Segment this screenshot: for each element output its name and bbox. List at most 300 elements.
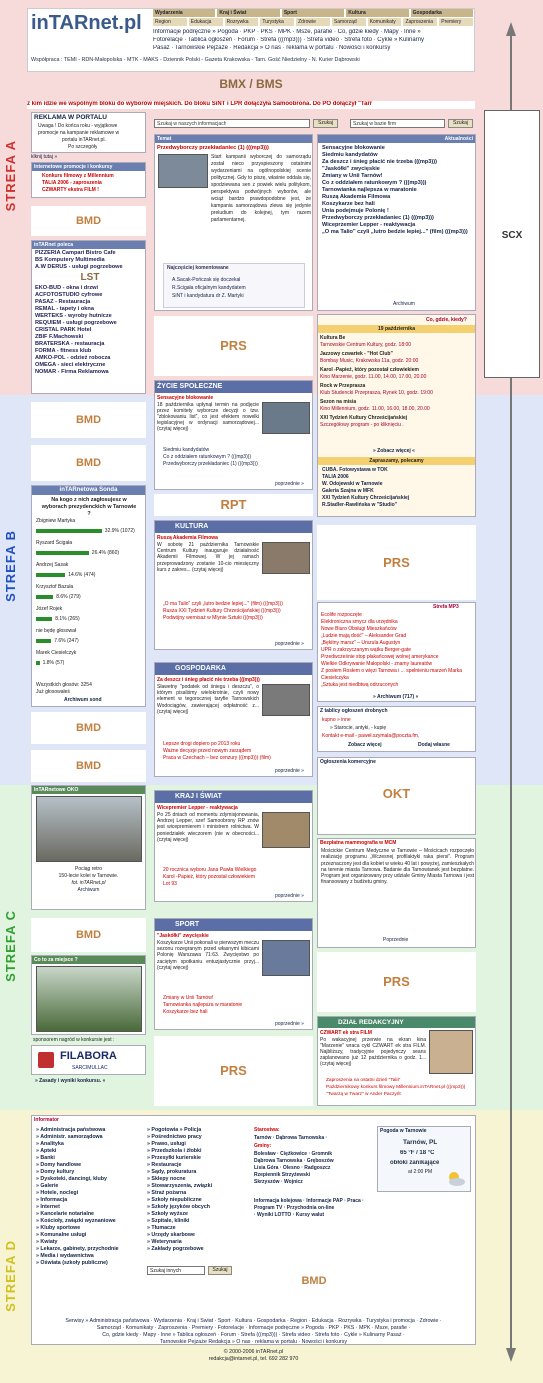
komentowane-item[interactable]: R.Ścigała oficjalnym kandydatem: [172, 285, 246, 291]
zaprasz-item[interactable]: XXI Tydzień Kultury Chrześcijańskiej: [322, 495, 410, 501]
events-list: [320, 335, 474, 429]
poll-option-name: Józef Rojek: [36, 606, 63, 612]
informator-search-value: Szukaj innych: [150, 1268, 181, 1274]
filabora-logo[interactable]: [31, 1045, 146, 1075]
promo-title: Internetowe promocje i konkursy: [32, 163, 145, 171]
aktualnosci-item[interactable]: Koszykarze bez hali: [322, 201, 375, 207]
nav-gospodarka[interactable]: Gospodarka: [411, 9, 473, 17]
poleca-item[interactable]: ZBIF F.Machowski: [35, 334, 84, 340]
poleca-item[interactable]: CRISTAL PARK Hotel: [35, 327, 92, 333]
pogoda-desc: obłoki zanikające: [390, 1160, 440, 1166]
poll-bar: [36, 551, 89, 555]
poll-option-name: Andrzej Sasak: [36, 562, 69, 568]
poll-option-value: 32.9% (1072): [104, 528, 135, 534]
zaprasz-item[interactable]: Galeria Szajna w MFK: [322, 488, 374, 494]
partners-line[interactable]: Współpraca : TEMI - RDN-Małopolska - MTK - MAKS - Dziennik Polski - Gazeta Krakowska - Tarn. Gość Niedzielny - N. Kurier Dąbrowski: [31, 57, 360, 63]
zaprasz-item[interactable]: CUBA. Fotowystawa w TOK: [322, 467, 388, 473]
event-name[interactable]: Karol -Papież, który pozostał człowiekiem: [320, 367, 419, 373]
poll-option-value: 7.6% (247): [54, 638, 79, 644]
scx-ad-slot: [484, 110, 540, 378]
mp3-item[interactable]: Ecolife rozpoczęte: [321, 612, 362, 618]
informator-item[interactable]: » Banki: [36, 1155, 55, 1161]
event-place: Klub Studencki Przeprasza, Rynek 10, godz. 19:00: [320, 390, 433, 396]
zaprasz-item[interactable]: TALIA 2006: [322, 474, 349, 480]
informator-search-input[interactable]: [147, 1266, 205, 1275]
kultura-link[interactable]: Podwójny wernisaż w Mlynie Sztuki (((mp3))): [163, 615, 263, 621]
pogoda-time: at 2:00 PM: [408, 1169, 433, 1175]
sport-more[interactable]: poprzednie »: [275, 1021, 304, 1027]
sport-photo[interactable]: [262, 940, 310, 976]
informator-item[interactable]: » Kluby sportowe: [36, 1225, 81, 1231]
reklama-text-4[interactable]: Po szczegóły: [68, 144, 98, 150]
informator-col2: [147, 1127, 247, 1253]
gminy-item[interactable]: Rzepiennik Strzyżewski: [254, 1172, 311, 1178]
temat-header: Temat: [155, 135, 312, 143]
informator-item[interactable]: » Kwiaty: [36, 1239, 58, 1245]
promo-item-1[interactable]: Konkurs filmowy z Millennium: [42, 173, 114, 179]
nav-komunikaty[interactable]: Komunikaty: [368, 18, 402, 26]
nav-kraj-swiat[interactable]: Kraj i Świat: [217, 9, 279, 17]
nav-turystyka[interactable]: Turystyka: [260, 18, 294, 26]
mp3-item[interactable]: „Bękitny marsz" – Urszula Augustyn: [321, 640, 401, 646]
poll-option-value: 8.6% (279): [56, 594, 81, 600]
informator-item[interactable]: » Szkoły niepubliczne: [147, 1197, 202, 1203]
aktualnosci-item[interactable]: "Jaskółki" zwycięskie: [322, 166, 380, 172]
informator-item[interactable]: » Internet: [36, 1204, 60, 1210]
informator-item[interactable]: » Lekarze, gabinety, przychodnie: [36, 1246, 119, 1252]
nav-row-1: [153, 9, 473, 17]
strefa-b-label: STREFA B: [3, 530, 18, 602]
informator-item[interactable]: » Oświata (szkoły publiczne): [36, 1260, 108, 1266]
zycie-header: ŻYCIE SPOŁECZNE: [155, 381, 312, 393]
informator-item[interactable]: » Dyskoteki, dancingi, kluby: [36, 1176, 107, 1182]
poleca-title: inTARnet poleca: [32, 241, 145, 249]
temat-photo[interactable]: [158, 154, 208, 188]
informator-search-button[interactable]: Szukaj: [208, 1266, 232, 1275]
zaprasz-item[interactable]: R.Stadler-Rawlińska w "Studio": [322, 502, 398, 508]
dzial-link[interactable]: Październikowy konkurs filmowy Millennium.inTARnet.pl (((mp3))): [326, 1085, 466, 1090]
najczesciej-title: Najczęściej komentowane: [167, 265, 229, 271]
nav-region[interactable]: Region: [153, 18, 187, 26]
gospodarka-more[interactable]: poprzednie »: [275, 768, 304, 774]
sonda-question: Na kogo z nich zagłosujesz w wyborach prezydenckich w Tarnowie ?: [41, 497, 137, 517]
zaprasz-item[interactable]: W. Odojewski w Tarnowie: [322, 481, 383, 487]
poll-option-name: Ryszard Ścigała: [36, 540, 73, 546]
miejsce-link[interactable]: » Zasady i wyniki konkursu. «: [35, 1078, 106, 1084]
dzial-links: [326, 1077, 474, 1098]
aktualnosci-item[interactable]: „O ma Talio" czyli „lutro bedzie lepiej..." (film) (((mp3))): [322, 229, 468, 235]
sport-header: SPORT: [155, 919, 312, 931]
poll-option-value: 14.6% (474): [68, 572, 96, 578]
site-search-placeholder: Szukaj w naszych informacjach: [157, 121, 227, 127]
poleca-item[interactable]: A.W DERUS - usługi pogrzebowe: [35, 264, 123, 270]
najczesciej-box: [163, 263, 305, 308]
event-place: Kino Millennium, godz. 11.00, 16.00, 18.00, 20.00: [320, 406, 430, 412]
informator-item[interactable]: » Szpitale, kliniki: [147, 1218, 190, 1224]
kultura-photo[interactable]: [262, 542, 310, 574]
nav-samorzad[interactable]: Samorząd: [332, 18, 366, 26]
header-links-2[interactable]: Fotorelacje · Tablica ogłoszeń · Forum · Strefa (((mp3))) · Strefa video · Strefa foto · Cykle » Kulinarny: [153, 37, 424, 43]
poleca-item[interactable]: BRATERSKA - restauracja: [35, 341, 105, 347]
poll-bar: [36, 661, 40, 665]
kraj-photo[interactable]: [262, 812, 310, 848]
sport-title[interactable]: "Jaskółki" zwycięskie: [157, 933, 209, 939]
gospodarka-link[interactable]: Ważne decyzje przed nowym zarządem: [163, 748, 252, 754]
kraj-more[interactable]: poprzednie »: [275, 893, 304, 899]
poleca-box: [31, 240, 146, 394]
bmd-label-b4: BMD: [31, 750, 146, 782]
temat-title[interactable]: Przedwyborczy przekładaniec (1) (((mp3))): [157, 145, 269, 151]
site-search-button[interactable]: Szukaj: [313, 119, 338, 128]
informator-item[interactable]: » Przesyłki kurierskie: [147, 1155, 201, 1161]
informator-item[interactable]: » Kościoły, związki wyznaniowe: [36, 1218, 116, 1224]
sonda-done: Już głosowałeś: [36, 689, 70, 695]
poleca-item[interactable]: OMEGA - sieci elektryczne: [35, 362, 106, 368]
sport-link[interactable]: Tarnowianka najlepsza w maratonie: [163, 1002, 243, 1008]
komercyjne-box: [317, 757, 476, 835]
poleca-item[interactable]: REMAL - tapety i okna: [35, 306, 94, 312]
lst-label: LST: [80, 272, 100, 283]
strefa-d-label: STREFA D: [3, 1240, 18, 1312]
zycie-link[interactable]: Co z oddziałem ratunkowym ? (((mp3))): [163, 454, 252, 460]
informator-item[interactable]: » Sądy, prokuratura: [147, 1169, 197, 1175]
bmx-banner-label: BMX / BMS: [219, 77, 283, 91]
mp3-item[interactable]: Nowe Biuro Obsługi Mieszkańców: [321, 626, 397, 632]
aktualnosci-item[interactable]: Ruszą Akademia Filmowa: [322, 194, 391, 200]
informator-item[interactable]: » Zakłady pogrzebowe: [147, 1246, 204, 1252]
informator-item[interactable]: » Analityka: [36, 1141, 64, 1147]
aktualnosci-item[interactable]: Sensacyjne blokowanie: [322, 145, 385, 151]
miejsce-sponsor: sponsorem nagród w konkursie jest :: [33, 1037, 115, 1043]
informator-item[interactable]: » Media i wydawnictwa: [36, 1253, 94, 1259]
gminy-item[interactable]: Dąbrowa Tarnowska · Gręboszów: [254, 1158, 334, 1164]
oko-caption: [32, 866, 145, 894]
informator-item[interactable]: » Galerie: [36, 1183, 59, 1189]
informator-item[interactable]: » Szkoły wyższe: [147, 1211, 188, 1217]
informator-item[interactable]: » Administracja państwowa: [36, 1127, 106, 1133]
footer-copy: © 2000-2006 inTARnet.pl: [223, 1349, 284, 1355]
nav-wydarzenia[interactable]: Wydarzenia: [153, 9, 215, 17]
gospodarka-box: [154, 662, 313, 777]
informator-item[interactable]: » Sklepy nocne: [147, 1176, 186, 1182]
mp3-item[interactable]: „Ludzie mają dość" – Aleksander Grad: [321, 633, 407, 639]
informator-title: Informator: [34, 1117, 59, 1123]
mp3-archive[interactable]: » Archiwum (717) «: [373, 694, 419, 700]
reklama-title: REKLAMA W PORTALU: [34, 114, 107, 121]
mp3-item[interactable]: Elektroniczna smycz dla urzędnika: [321, 619, 398, 625]
kultura-body: W sobotę 21 października Tarnowskie Centrum Kultury inauguruje działalność Akademii Filmowej. W jej ramach przeprowadzony zostanie 10-cio miesięczny kurs z zakres... (czytaj więcej): [157, 542, 259, 573]
dzial-link[interactable]: "Twarzą w Twarz" w Ander Paczyńt: [326, 1092, 401, 1097]
mp3-item[interactable]: „Sztuka jest niedbtwą odrzuconych: [321, 682, 399, 688]
informator-item[interactable]: » Komunalne usługi: [36, 1232, 87, 1238]
informator-item[interactable]: » Domy kultury: [36, 1169, 75, 1175]
zycie-link[interactable]: Przedwyborczy przekładaniec (1) (((mp3))): [163, 461, 258, 467]
gospodarka-title[interactable]: Za deszcz i śnieg płacić nie trzeba (((mp3))): [157, 677, 260, 683]
nav-zaproszenia[interactable]: Zaproszenia: [403, 18, 437, 26]
oko-caption-line[interactable]: Archiwum: [77, 887, 100, 893]
kultura-link[interactable]: „O ma Talio" czyli „lutro bedzie lepiej..." (film) (((mp3))): [163, 601, 283, 607]
sport-links: [163, 995, 311, 1016]
zycie-more[interactable]: poprzednie »: [275, 481, 304, 487]
kultura-more[interactable]: poprzednie »: [275, 641, 304, 647]
poleca-item[interactable]: REQUIEM - usługi pogrzebowe: [35, 320, 117, 326]
events-more[interactable]: » Zobacz więcej «: [373, 448, 415, 454]
gminy-item[interactable]: Lisia Góra · Olesno · Radgoszcz: [254, 1165, 331, 1171]
event-name[interactable]: Sezon na misia: [320, 399, 357, 405]
ogloszenia-item[interactable]: » Starocie, antyki, - kupię: [330, 725, 387, 731]
ogloszenia-add[interactable]: Dodaj własne: [418, 742, 450, 748]
header-links-1[interactable]: Informacje podręczne » Pogoda · PKP · PKS · MPK · Msze, parafie · Co, gdzie kiedy · Mapy · Inne »: [153, 29, 421, 35]
gminy-list: [254, 1151, 364, 1186]
aktualnosci-item[interactable]: Unia podejmuje Polonię !: [322, 208, 389, 214]
informator-item[interactable]: » Prawo, usługi: [147, 1141, 186, 1147]
gminy-item[interactable]: Skrzyszów · Wojnicz: [254, 1179, 303, 1185]
informator-col1: [36, 1127, 144, 1267]
gospodarka-link[interactable]: Lepsze drogi dopiero po 2013 roku: [163, 741, 241, 747]
zycie-body: 18 października upłynął termin na podjęcie przez komitety wyborcze decyzji o tzw. "zblokowaniu list", co jest efektem nowelki legislacyjnej w ordynacji samorządowej... (czytaj więcej): [157, 402, 259, 432]
prs-label-b: PRS: [317, 525, 476, 600]
informator-item[interactable]: » Stowarzyszenia, związki: [147, 1183, 213, 1189]
sonda-total: Wszystkich głosów: 3254: [36, 682, 92, 688]
mp3-item[interactable]: UPR o zakrzyczanym wątku Berger-gate: [321, 647, 412, 653]
kraj-link[interactable]: Karol -Papież, który pozostał człowiekiem: [163, 874, 255, 880]
events-title[interactable]: Co, gdzie, kiedy?: [426, 317, 467, 323]
footer-links-3[interactable]: Co, gdzie kiedy · Mapy · Inne » Tablica ogłoszeń · Forum · Strefa (((mp3))) · Strefa video · Strefa foto · Cykle » Kulinarny Pasaż ·: [102, 1332, 405, 1338]
mp3-list: [321, 612, 474, 689]
ogloszenia-kontakt[interactable]: Kontakt e-mail - paweł.szymala@poczta.fm,: [322, 733, 420, 739]
gminy-title: Gminy:: [254, 1143, 272, 1149]
nav-premiery[interactable]: Premiery: [439, 18, 473, 26]
gospodarka-header: GOSPODARKA: [155, 663, 312, 675]
reklama-box: [31, 112, 146, 153]
poleca-item[interactable]: PIZZERIA Campari Bistro Cafe: [35, 250, 116, 256]
informator-item[interactable]: » Tłumacze: [147, 1225, 176, 1231]
extra-item[interactable]: Informacja kolejowa · Informacje PAP · Praca ·: [254, 1198, 364, 1204]
poll-option-value: 1.8% (57): [42, 660, 65, 666]
nav-row-2: [153, 18, 473, 26]
bmd-label-d: BMD: [254, 1261, 374, 1301]
kraj-links: [163, 867, 311, 888]
poleca-item[interactable]: ACFOTOSTUDIO cyfrowe: [35, 292, 103, 298]
poll-bar: [36, 595, 53, 599]
news-ticker[interactable]: z kim idzie we wspólnym bloku do wyborów miejskich. Do bloku SiNT i LPR dołączyła Samoobrona. Do PO dołączył "Tarr: [27, 101, 475, 109]
sport-link[interactable]: Koszykarze bez hali: [163, 1009, 208, 1015]
strefa-c-label: STREFA C: [3, 910, 18, 982]
kraj-link[interactable]: 20 rocznica wyboru Jana Pawła Wielkiego: [163, 867, 257, 873]
zaprasz-title: Zapraszamy, polecamy: [318, 457, 475, 465]
mp3-item[interactable]: Z posłem Rosłem o więzi Tarnowa i ... spełnieniu marzeń Marka Ciesielczyka: [321, 668, 463, 681]
strefa-a-label: STREFA A: [3, 140, 18, 212]
dzial-photo[interactable]: [429, 1030, 473, 1074]
informator-item[interactable]: » Kancelarie notarialne: [36, 1211, 94, 1217]
footer-links-4[interactable]: Tarnowskie Pejzaże Redakcja » O nas · reklama w portalu · Nowości i konkursy: [160, 1339, 347, 1345]
pogoda-city: Tarnów, PL: [403, 1139, 438, 1146]
kultura-links: [163, 601, 311, 622]
filabora-brand: FILABORA: [60, 1050, 117, 1062]
informator-item[interactable]: » Pośrednictwo pracy: [147, 1134, 202, 1140]
footer: [31, 1318, 476, 1363]
poleca-item[interactable]: NOMAR - Firma Reklamowa: [35, 369, 109, 375]
gospodarka-photo[interactable]: [262, 684, 310, 716]
aktualnosci-item[interactable]: Zmiany w Unii Tarnów!: [322, 173, 383, 179]
aktualnosci-item[interactable]: Przedwyborczy przekładaniec (1) (((mp3))): [322, 215, 434, 221]
starostwa-title: Starostwa:: [254, 1127, 280, 1133]
events-box: [317, 314, 476, 517]
events-date: 19 października: [318, 325, 475, 333]
mp3-item[interactable]: Wielkie Odkrywanie Małopolski - znamy laureatów: [321, 661, 433, 667]
zaprasz-list: [322, 467, 472, 509]
logo[interactable]: inTARnet.pl: [31, 12, 142, 34]
dzial-header: DZIAŁ REDAKCYJNY: [318, 1017, 475, 1028]
informator-item[interactable]: » Pogotowia » Policja: [147, 1127, 202, 1133]
poll-bar: [36, 529, 102, 533]
gospodarka-link[interactable]: Praca w Czechach – bez cenzury (((mp3))) (film): [163, 755, 271, 761]
informator-item[interactable]: » Administr. samorządowa: [36, 1134, 103, 1140]
nav-kultura[interactable]: Kultura: [346, 9, 408, 17]
gminy-item[interactable]: Bolesław · Ciężkowice · Gromnik: [254, 1151, 333, 1157]
aktualnosci-box: [317, 134, 476, 311]
kraj-link[interactable]: Lot 93: [163, 881, 177, 887]
poleca-item[interactable]: WERTEKS - wyroby hutnicze: [35, 313, 112, 319]
poleca-item[interactable]: FORMA - fitness klub: [35, 348, 92, 354]
informator-item[interactable]: » Apteki: [36, 1148, 57, 1154]
poll-bar: [36, 617, 52, 621]
promo-item-2[interactable]: TALIA 2006 - zaproszenia: [42, 180, 102, 186]
nav-sport[interactable]: Sport: [282, 9, 344, 17]
informator-item[interactable]: » Przedszkola i żłobki: [147, 1148, 202, 1154]
footer-contact[interactable]: redakcja@intarnet.pl, tel. 692 282 970: [208, 1356, 299, 1362]
zycie-links: [163, 447, 311, 468]
site-search-input[interactable]: [154, 119, 310, 128]
poleca-item[interactable]: AMKO-POL - odzież robocza: [35, 355, 111, 361]
kraj-box: [154, 790, 313, 902]
promo-item-3[interactable]: CZWARTY ekstra FILM !: [42, 187, 99, 193]
poll-option-name: Zbigniew Martyka: [36, 518, 76, 524]
miejsce-box: [31, 955, 146, 1035]
promo-box: [31, 162, 146, 198]
poll-option-name: Krzysztof Bazuła: [36, 584, 74, 590]
poleca-list: [35, 250, 145, 376]
mp3-box: [317, 602, 476, 702]
nav-edukacja[interactable]: Edukacja: [189, 18, 223, 26]
poll-option: [36, 562, 144, 584]
mammografia-title[interactable]: Bezpłatna mammografia w MCM: [320, 840, 397, 846]
ogloszenia-more[interactable]: Zobacz więcej: [348, 742, 382, 748]
poleca-item[interactable]: BS Komputery Multimedia: [35, 257, 105, 263]
aktualnosci-item[interactable]: Wiceprzemier Lepper - reaktywacja: [322, 222, 416, 228]
sport-link[interactable]: Zmiany w Unii Tarnów!: [163, 995, 214, 1001]
komentowane-item[interactable]: SiNT i kandydatura dr Z. Martyki: [172, 293, 244, 299]
ogloszenia-kupno[interactable]: kupno » inne: [322, 717, 351, 723]
informator-item[interactable]: » Hotele, noclegi: [36, 1190, 79, 1196]
sonda-box: [31, 485, 146, 707]
informator-item[interactable]: » Informacja: [36, 1197, 68, 1203]
event-name[interactable]: XXI Tydzień Kultury Chrześcijańskiej: [320, 415, 408, 421]
cloud-icon: [446, 1171, 466, 1187]
aktualnosci-item[interactable]: Za deszcz i śnieg płacić nie trzeba (((mp3))): [322, 159, 438, 165]
poleca-item[interactable]: PASAŻ - Restauracja: [35, 299, 91, 305]
firm-search-input[interactable]: [350, 119, 445, 128]
informator-item[interactable]: » Domy handlowe: [36, 1162, 82, 1168]
nav-zdrowie[interactable]: Zdrowie: [296, 18, 330, 26]
sport-box: [154, 918, 313, 1030]
header-links-3[interactable]: Pasaż · Tarnowskie Pejzaże · Redakcja » O nas · reklama w portalu · Nowości i konkursy: [153, 45, 391, 51]
reklama-text-2: promocje na kampanie reklamowe w: [38, 130, 120, 136]
informator-item[interactable]: » Szkoły języków obcych: [147, 1204, 210, 1210]
aktualnosci-item[interactable]: Co z oddziałem ratunkowym ? (((mp3))): [322, 180, 427, 186]
dzial-link[interactable]: Zaproszenia na ostatni dzień "Talii": [326, 1078, 401, 1083]
komentowane-item[interactable]: A.Sacak-Pończak się doczekał: [172, 277, 241, 283]
nav-rozrywka[interactable]: Rozrywka: [225, 18, 259, 26]
aktualnosci-item[interactable]: Siedmiu kandydatów: [322, 152, 378, 158]
dzial-title[interactable]: CZWART ek stra FILM: [320, 1030, 372, 1036]
informator-item[interactable]: » Restauracje: [147, 1162, 182, 1168]
starostwa[interactable]: Tarnów · Dąbrowa Tarnowska ·: [254, 1135, 328, 1141]
oko-photo[interactable]: [36, 796, 142, 862]
miejsce-header: Co to za miejsce ?: [32, 956, 145, 964]
kultura-title[interactable]: Ruszą Akademia Filmowa: [157, 535, 218, 541]
extra-item[interactable]: · Wyniki LOTTO · Kursy walut: [254, 1212, 325, 1218]
footer-links-2[interactable]: Samorząd · Komunikaty · Zaproszenia · Premiery · Fotorelacje · Informacje podręczne » Pogoda · PKP · PKS · MPK · Msze, parafie ·: [96, 1325, 411, 1331]
event-name[interactable]: Kultura Be: [320, 335, 346, 341]
mammografia-box: [317, 838, 476, 948]
okt-label: OKT: [382, 786, 411, 801]
footer-links-1[interactable]: Serwisy » Administracja państwowa · Wydarzenia · Kraj i Świat · Sport · Kultura · Gospodarka · Region · Edukacja · Rozrywka · Turystyka i promocja · Zdrowie ·: [65, 1318, 442, 1324]
prs-label-c2: PRS: [317, 952, 476, 1012]
poll-option: [36, 650, 144, 672]
poll-option-value: 26.4% (860): [91, 550, 120, 556]
informator-item[interactable]: » Weterynaria: [147, 1239, 182, 1245]
dzial-body: Po wakacyjnej przerwie na ekran kina "Marzenie" wraca cykl CZWART ek stra FILM. Najbliższy, tradycyjnie pojedynczy seans zaplanowano już 12 października o godz. 1... (czytaj więcej): [320, 1037, 426, 1067]
komercyjne-header: Ogłoszenia komercyjne: [320, 759, 376, 765]
poleca-item[interactable]: EKO-BUD - okna i drzwi: [35, 285, 99, 291]
bmd-label-a: BMD: [31, 206, 146, 236]
event-place: Tarnowskie Centrum Kultury, godz. 18:00: [320, 342, 412, 348]
mp3-item[interactable]: Przedwcześnie stop płakańcowej wolnej amerykance: [321, 654, 439, 660]
sonda-archive[interactable]: Archiwum sond: [64, 697, 102, 703]
zycie-title[interactable]: Sensacyjne blokowanie: [157, 395, 214, 401]
mammografia-more[interactable]: Poprzednie: [383, 937, 409, 943]
kraj-title[interactable]: Wicepremier Lepper - reaktywacja: [157, 805, 238, 811]
zycie-link[interactable]: Siedmiu kandydatów: [163, 447, 210, 453]
aktualnosci-header: Aktualności: [318, 135, 475, 143]
oko-caption-line: 150-lecie kolei w Tarnowie.: [58, 873, 119, 879]
informator-box: [31, 1115, 476, 1345]
reklama-text-1: Uwaga ! Do końca roku - wyjątkowe: [38, 123, 118, 129]
poll-option-name: nie będę głosował: [36, 628, 77, 634]
kultura-link[interactable]: Rusza XXI Tydzień Kultury Chrześcijańskiej (((mp3))): [163, 608, 281, 614]
aktualnosci-item[interactable]: Tarnowianka najlepsza w maratonie: [322, 187, 417, 193]
extra-item[interactable]: Program TV · Przychodnia on-line: [254, 1205, 335, 1211]
bmd-label-c: BMD: [31, 918, 146, 952]
oko-caption-line: Pociąg retro: [75, 866, 102, 872]
event-name[interactable]: Rock w Przeprasza: [320, 383, 366, 389]
informator-item[interactable]: » Urzędy skarbowe: [147, 1232, 195, 1238]
klik-link[interactable]: klknij tutaj »: [31, 154, 58, 160]
pogoda-header: Pogoda w Tarnowie: [380, 1128, 427, 1134]
poll-option: [36, 628, 144, 650]
sport-body: Koszykarze Unii pokonali w pierwszym meczu sezonu rozegranym przed własnymi kibicami Polonię Warszawa 71:63. Zwycięstwo po zaciętym spotkaniu entuzjastycznie przyj... (czytaj więcej): [157, 940, 259, 971]
aktualnosci-archive[interactable]: Archiwum: [393, 301, 415, 307]
rpt-label: RPT: [154, 494, 313, 516]
zycie-photo[interactable]: [262, 402, 310, 434]
informator-item[interactable]: » Straż pożarna: [147, 1190, 187, 1196]
firm-search-button[interactable]: Szukaj: [448, 119, 473, 128]
scx-label: SCX: [501, 230, 523, 241]
event-name[interactable]: Jazzowy czwartek - "Hot Club": [320, 351, 393, 357]
miejsce-photo[interactable]: [36, 966, 142, 1032]
kraj-body: Po 25 dniach od momentu zdymisjonowania, Andrzej Lepper, szef Samoobrony RP znów jest wicepremierem i ministrem rolnictwa. W poniedziałek wieczorem (nie w obecności... (czytaj więcej): [157, 812, 259, 843]
